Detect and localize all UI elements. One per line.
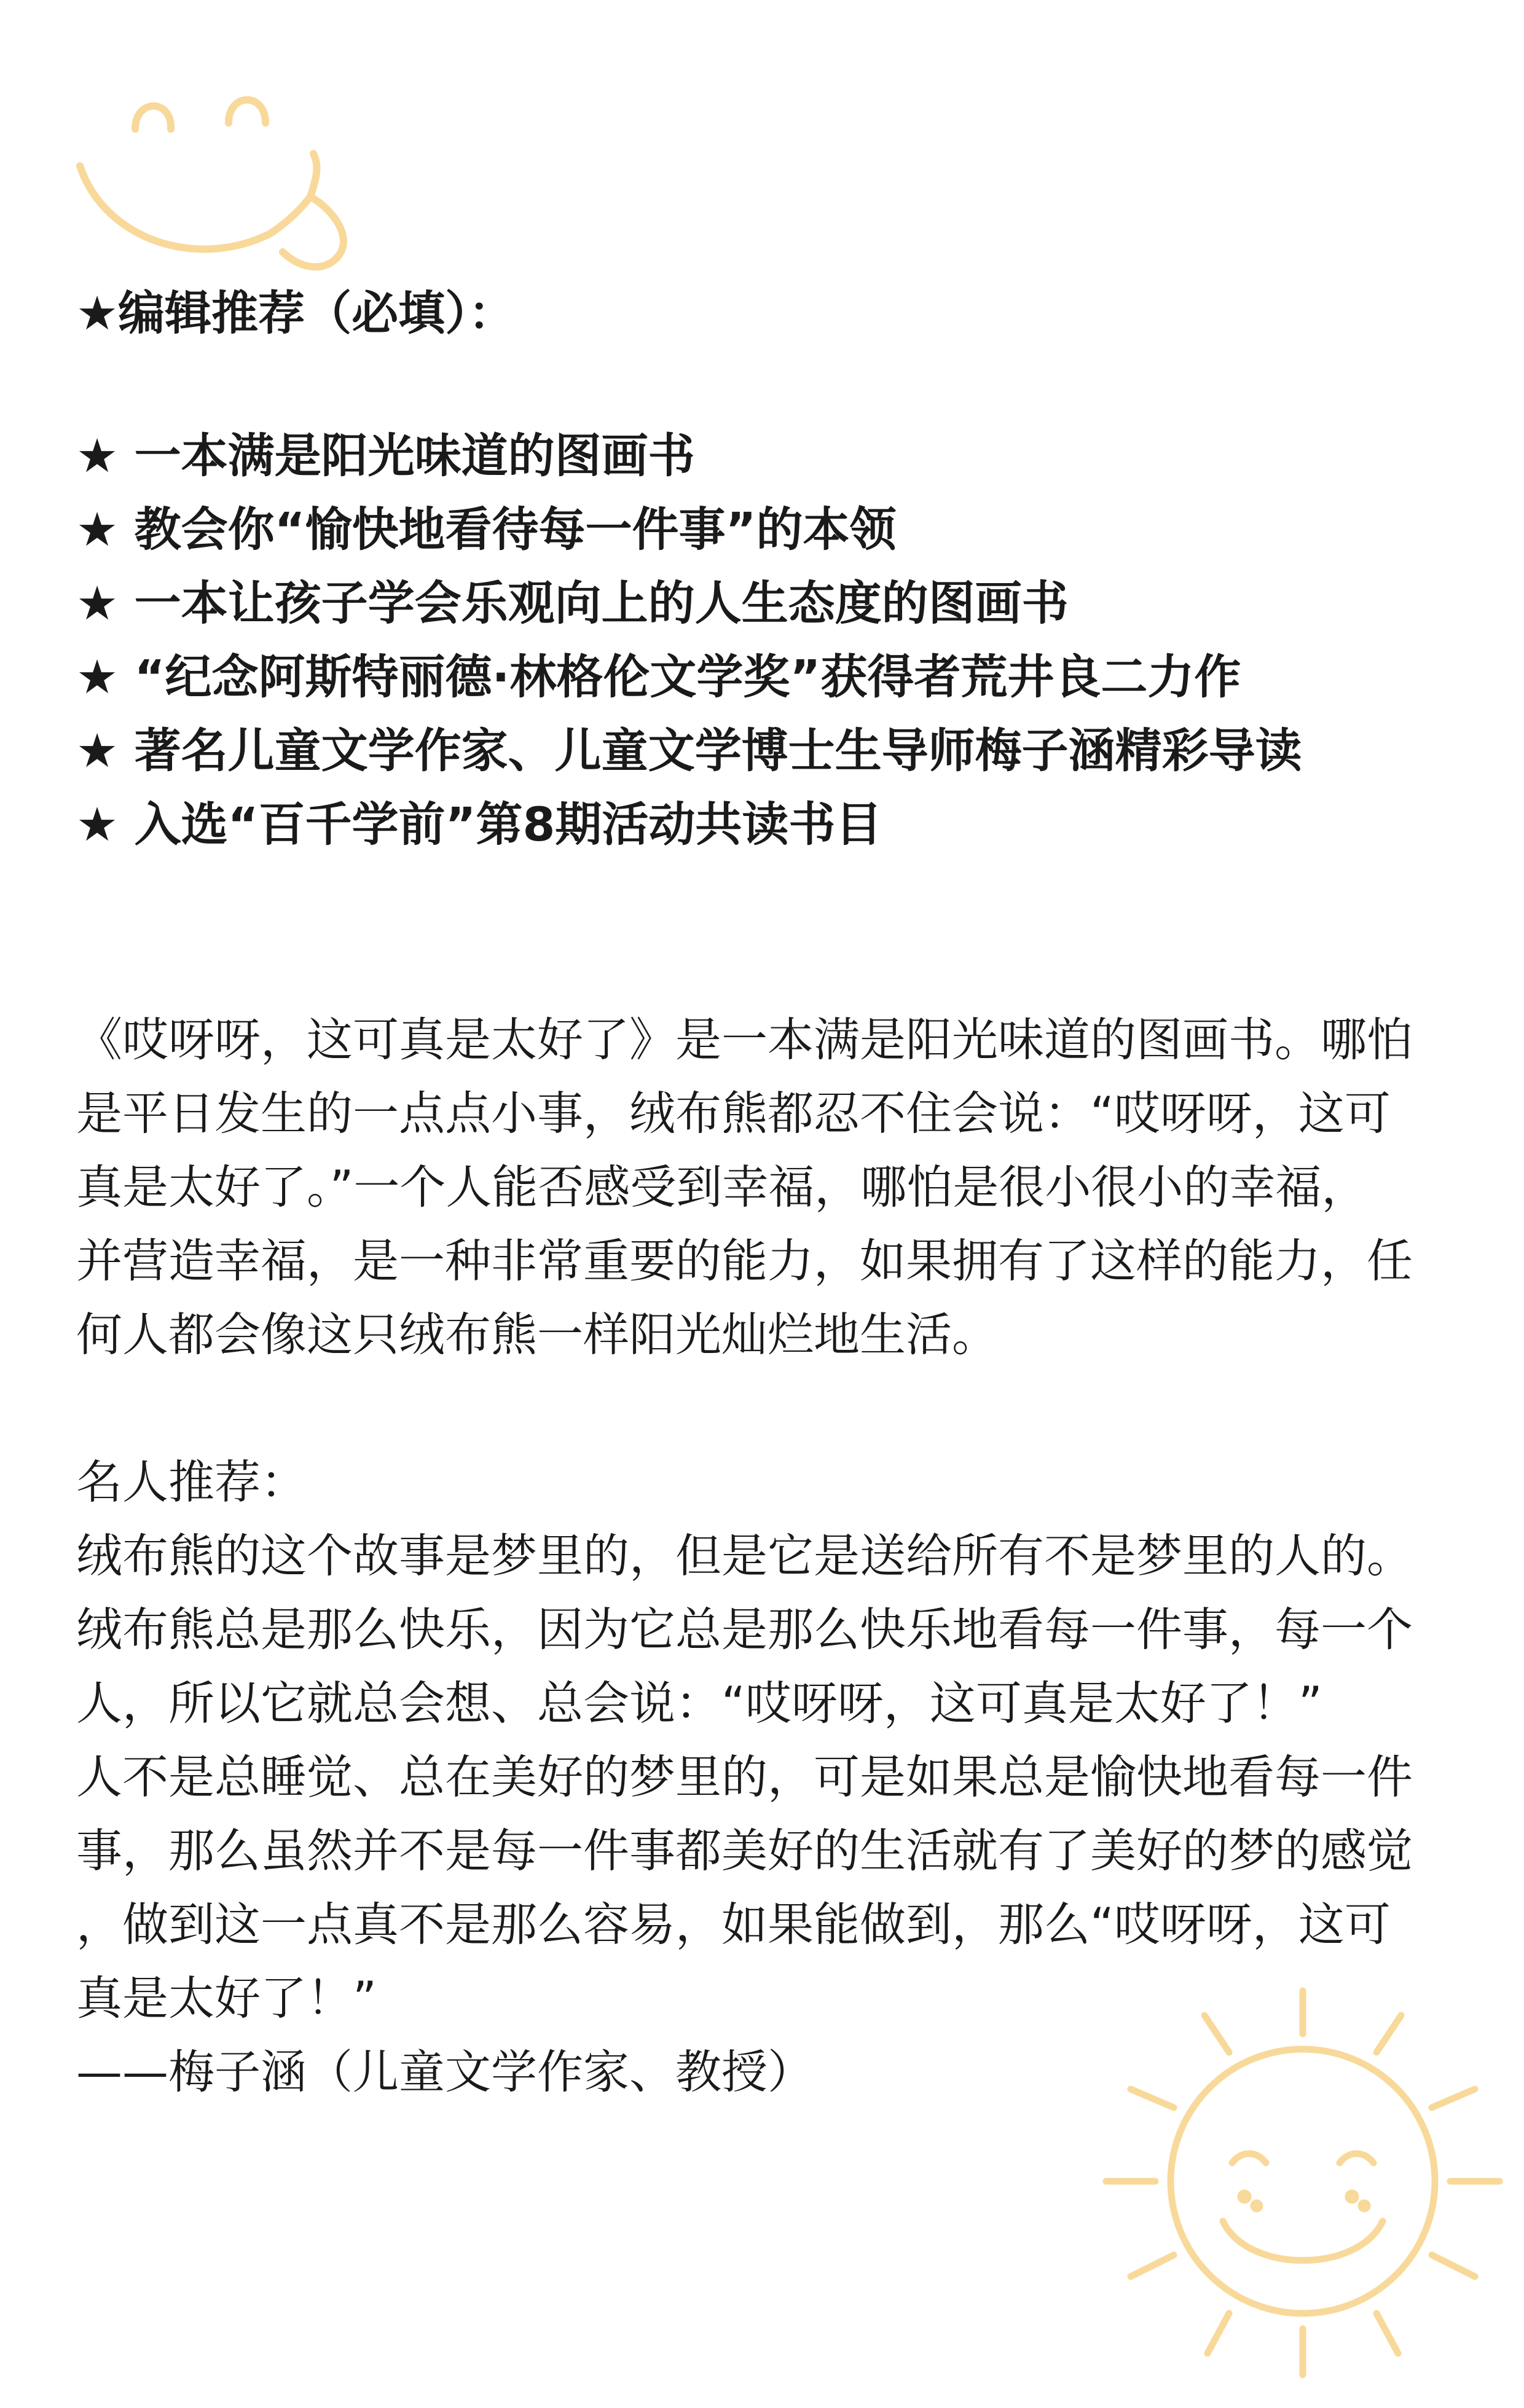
description-line: 并营造幸福，是一种非常重要的能力，如果拥有了这样的能力，任 xyxy=(76,1234,1413,1288)
celebrity-line: ，做到这一点真不是那么容易，如果能做到，那么“哎呀呀，这可 xyxy=(76,1897,1391,1951)
list-item: ★ 一本满是阳光味道的图画书 xyxy=(76,428,695,483)
editor-recommendation-heading: ★编辑推荐（必填）： xyxy=(76,286,516,340)
sun-doodle-icon xyxy=(1094,1979,1512,2384)
list-item: ★ 一本让孩子学会乐观向上的人生态度的图画书 xyxy=(76,576,1069,630)
celebrity-signature: ——梅子涵（儿童文学作家、教授） xyxy=(76,2045,814,2099)
description-line: 是平日发生的一点点小事，绒布熊都忍不住会说：“哎呀呀，这可 xyxy=(76,1086,1391,1140)
celebrity-line: 绒布熊的这个故事是梦里的，但是它是送给所有不是梦里的人的。 xyxy=(76,1529,1413,1583)
book-description xyxy=(76,1003,1447,1371)
celebrity-heading: 名人推荐： xyxy=(76,1455,307,1509)
description-line: 真是太好了。”一个人能否感受到幸福，哪怕是很小很小的幸福， xyxy=(76,1160,1368,1214)
smiley-doodle-icon xyxy=(68,86,356,283)
editor-recommendation-list xyxy=(76,419,1447,861)
description-line: 何人都会像这只绒布熊一样阳光灿烂地生活。 xyxy=(76,1308,999,1362)
page-content xyxy=(76,276,1447,2109)
description-line: 《哎呀呀，这可真是太好了》是一本满是阳光味道的图画书。哪怕 xyxy=(76,1013,1413,1067)
celebrity-line: 人，所以它就总会想、总会说：“哎呀呀，这可真是太好了！” xyxy=(76,1676,1322,1730)
list-item: ★ “纪念阿斯特丽德·林格伦文学奖”获得者荒井良二力作 xyxy=(76,649,1241,704)
list-item: ★ 入选“百千学前”第8期活动共读书目 xyxy=(76,797,882,852)
celebrity-line: 绒布熊总是那么快乐，因为它总是那么快乐地看每一件事，每一个 xyxy=(76,1602,1413,1657)
celebrity-line: 真是太好了！” xyxy=(76,1971,377,2025)
celebrity-line: 事，那么虽然并不是每一件事都美好的生活就有了美好的梦的感觉 xyxy=(76,1824,1413,1878)
list-item: ★ 著名儿童文学作家、儿童文学博士生导师梅子涵精彩导读 xyxy=(76,723,1302,778)
list-item: ★ 教会你“愉快地看待每一件事”的本领 xyxy=(76,502,897,557)
celebrity-line: 人不是总睡觉、总在美好的梦里的，可是如果总是愉快地看每一件 xyxy=(76,1750,1413,1804)
